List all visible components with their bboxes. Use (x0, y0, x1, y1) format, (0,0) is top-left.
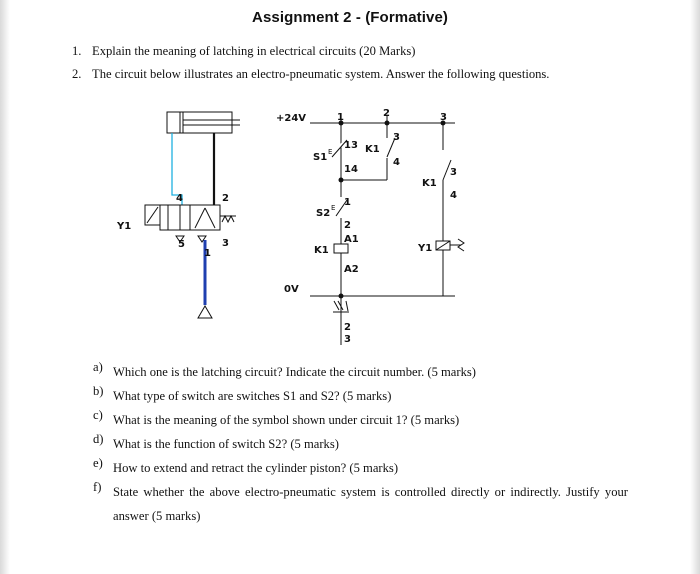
s1-contact-13: 13 (344, 140, 358, 151)
s2-terminal-1: 1 (344, 197, 351, 208)
sub-question-e-label: e) (93, 456, 103, 470)
sub-question-f (93, 480, 633, 528)
sub-question-b (93, 384, 633, 408)
sub-question-a-text: Which one is the latching circuit? Indicate the circuit number. (5 marks) (113, 365, 476, 379)
valve-solenoid-label: Y1 (117, 221, 132, 232)
s2-terminal-2: 2 (344, 220, 351, 231)
k1-contact-3-bottom: 4 (450, 190, 457, 201)
k1-coil-a1: A1 (344, 234, 359, 245)
k1-coil-label: K1 (314, 245, 329, 256)
sub-question-e-text: How to extend and retract the cylinder piston? (5 marks) (113, 461, 399, 475)
pneumatic-lines (172, 133, 214, 318)
valve-port-2: 2 (222, 193, 229, 204)
k1-contact-label-3: K1 (422, 178, 437, 189)
question-2-number: 2. (72, 67, 82, 81)
pneumatic-cylinder (167, 112, 240, 133)
valve-port-1: 1 (204, 248, 211, 259)
circuit-number-1: 1 (337, 112, 344, 123)
s1-label: S1 (313, 152, 328, 163)
sub-question-d (93, 432, 633, 456)
k1-coil (334, 244, 348, 253)
ground-label: 0V (284, 284, 299, 295)
question-1-text: Explain the meaning of latching in electrical circuits (20 Marks) (92, 44, 416, 58)
directional-valve (145, 205, 236, 242)
sub-question-a (93, 360, 633, 384)
sub-question-d-text: What is the function of switch S2? (5 marks) (113, 437, 339, 451)
sub-question-e (93, 456, 633, 480)
bottom-circuit-ref-3: 3 (344, 334, 351, 345)
k1-contact-label-2: K1 (365, 144, 380, 155)
s2-label: S2 (316, 208, 331, 219)
sub-question-c (93, 408, 633, 432)
sub-question-a-label: a) (93, 360, 103, 374)
k1-contact-2-bottom: 4 (393, 157, 400, 168)
valve-port-5: 5 (178, 239, 185, 250)
sub-question-f-text: State whether the above electro-pneumatic system is controlled directly or indirectly. Justify your answer (5 marks) (113, 485, 628, 523)
s2-e-marker: E (331, 204, 336, 212)
supply-label: +24V (276, 113, 307, 124)
sub-question-d-label: d) (93, 432, 104, 446)
s1-contact-14: 14 (344, 164, 358, 175)
k1-contact-3-top: 3 (450, 167, 457, 178)
bottom-circuit-ref-2: 2 (344, 322, 351, 333)
question-2-text: The circuit below illustrates an electro-pneumatic system. Answer the following questions. (92, 67, 550, 81)
question-1-number: 1. (72, 44, 82, 58)
sub-question-c-label: c) (93, 408, 103, 422)
sub-question-b-label: b) (93, 384, 104, 398)
s1-e-marker: E (328, 148, 333, 156)
k1-coil-a2: A2 (344, 264, 359, 275)
k1-contact-2-top: 3 (393, 132, 400, 143)
valve-port-3: 3 (222, 238, 229, 249)
sub-question-f-label: f) (93, 480, 102, 494)
sub-question-b-text: What type of switch are switches S1 and S2? (5 marks) (113, 389, 392, 403)
sub-question-c-text: What is the meaning of the symbol shown under circuit 1? (5 marks) (113, 413, 460, 427)
y1-coil-label: Y1 (418, 243, 433, 254)
y1-solenoid-coil (436, 239, 464, 251)
circuit-number-2: 2 (383, 108, 390, 119)
valve-port-4: 4 (176, 193, 183, 204)
circuit-number-3: 3 (440, 112, 447, 123)
assignment-title: Assignment 2 - (Formative) (252, 9, 448, 26)
